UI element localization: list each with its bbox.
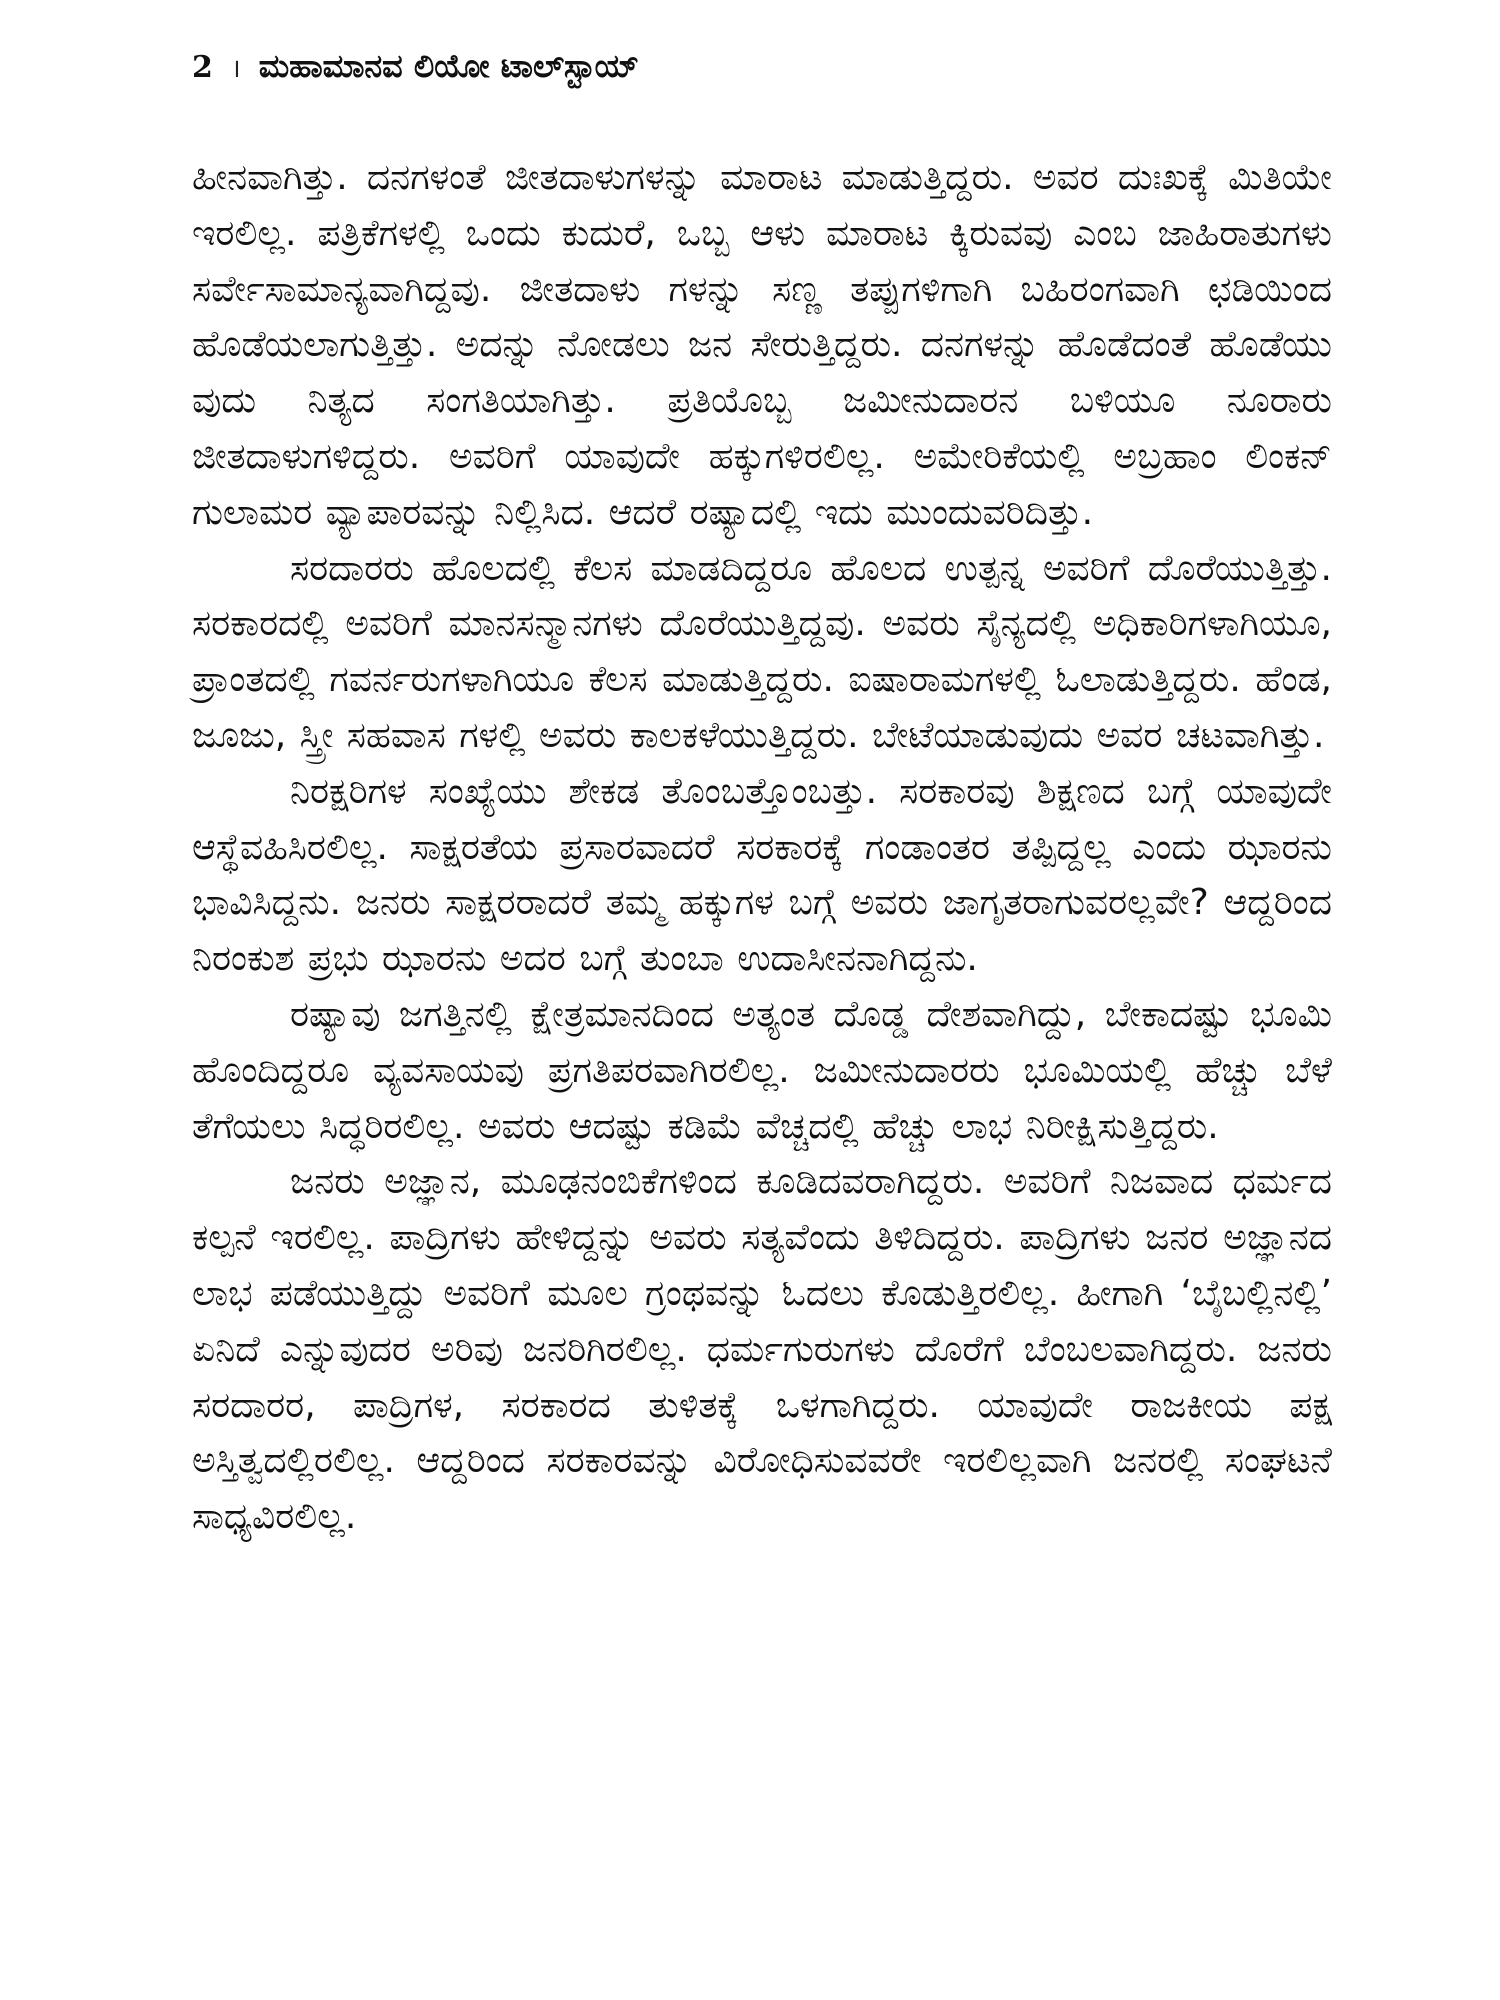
- paragraph-2: ಸರದಾರರು ಹೊಲದಲ್ಲಿ ಕೆಲಸ ಮಾಡದಿದ್ದರೂ ಹೊಲದ ಉತ್ಪನ್ನ ಅವರಿಗೆ ದೊರೆಯುತ್ತಿತ್ತು. ಸರಕಾರದಲ್ಲಿ ಅವರಿಗೆ ಮಾನಸನ್ಮಾನಗಳು ದೊರೆಯುತ್ತಿದ್ದವು. ಅವರು ಸೈನ್ಯದಲ್ಲಿ ಅಧಿಕಾರಿಗಳಾಗಿಯೂ, ಪ್ರಾಂತದಲ್ಲಿ ಗವರ್ನರುಗಳಾಗಿಯೂ ಕೆಲಸ ಮಾಡುತ್ತಿದ್ದರು. ಐಷಾರಾಮಗಳಲ್ಲಿ ಓಲಾಡುತ್ತಿದ್ದರು. ಹೆಂಡ, ಜೂಜು, ಸ್ತ್ರೀ ಸಹವಾಸ ಗಳಲ್ಲಿ ಅವರು ಕಾಲಕಳೆಯುತ್ತಿದ್ದರು. ಬೇಟೆಯಾಡುವುದು ಅವರ ಚಟವಾಗಿತ್ತು.: [192, 547, 1332, 756]
- book-title: ಮಹಾಮಾನವ ಲಿಯೋ ಟಾಲ್‌ಸ್ಟಾಯ್: [258, 47, 640, 85]
- paragraph-5: ಜನರು ಅಜ್ಞಾನ, ಮೂಢನಂಬಿಕೆಗಳಿಂದ ಕೂಡಿದವರಾಗಿದ್ದರು. ಅವರಿಗೆ ನಿಜವಾದ ಧರ್ಮದ ಕಲ್ಪನೆ ಇರಲಿಲ್ಲ. ಪಾದ್ರಿಗಳು ಹೇಳಿದ್ದನ್ನು ಅವರು ಸತ್ಯವೆಂದು ತಿಳಿದಿದ್ದರು. ಪಾದ್ರಿಗಳು ಜನರ ಅಜ್ಞಾನದ ಲಾಭ ಪಡೆಯುತ್ತಿದ್ದು ಅವರಿಗೆ ಮೂಲ ಗ್ರಂಥವನ್ನು ಓದಲು ಕೊಡುತ್ತಿರಲಿಲ್ಲ. ಹೀಗಾಗಿ ‘ಬೈಬಲ್ಲಿನಲ್ಲಿ’ ಏನಿದೆ ಎನ್ನುವುದರ ಅರಿವು ಜನರಿಗಿರಲಿಲ್ಲ. ಧರ್ಮಗುರುಗಳು ದೊರೆಗೆ ಬೆಂಬಲವಾಗಿದ್ದರು. ಜನರು ಸರದಾರರ, ಪಾದ್ರಿಗಳ, ಸರಕಾರದ ತುಳಿತಕ್ಕೆ ಒಳಗಾಗಿದ್ದರು. ಯಾವುದೇ ರಾಜಕೀಯ ಪಕ್ಷ ಅಸ್ತಿತ್ವದಲ್ಲಿರಲಿಲ್ಲ. ಆದ್ದರಿಂದ ಸರಕಾರವನ್ನು ವಿರೋಧಿಸುವವರೇ ಇರಲಿಲ್ಲವಾಗಿ ಜನರಲ್ಲಿ ಸಂಘಟನೆ ಸಾಧ್ಯವಿರಲಿಲ್ಲ.: [192, 1161, 1332, 1538]
- page-number: 2: [192, 50, 213, 85]
- paragraph-3: ನಿರಕ್ಷರಿಗಳ ಸಂಖ್ಯೆಯು ಶೇಕಡ ತೊಂಬತ್ತೊಂಬತ್ತು. ಸರಕಾರವು ಶಿಕ್ಷಣದ ಬಗ್ಗೆ ಯಾವುದೇ ಆಸ್ಥೆವಹಿಸಿರಲಿಲ್ಲ. ಸಾಕ್ಷರತೆಯ ಪ್ರಸಾರವಾದರೆ ಸರಕಾರಕ್ಕೆ ಗಂಡಾಂತರ ತಪ್ಪಿದ್ದಲ್ಲ ಎಂದು ಝಾರನು ಭಾವಿಸಿದ್ದನು. ಜನರು ಸಾಕ್ಷರರಾದರೆ ತಮ್ಮ ಹಕ್ಕುಗಳ ಬಗ್ಗೆ ಅವರು ಜಾಗೃತರಾಗುವರಲ್ಲವೇ? ಆದ್ದರಿಂದ ನಿರಂಕುಶ ಪ್ರಭು ಝಾರನು ಅದರ ಬಗ್ಗೆ ತುಂಬಾ ಉದಾಸೀನನಾಗಿದ್ದನು.: [192, 770, 1332, 980]
- page-body: [192, 150, 1332, 1545]
- paragraph-4: ರಷ್ಯಾವು ಜಗತ್ತಿನಲ್ಲಿ ಕ್ಷೇತ್ರಮಾನದಿಂದ ಅತ್ಯಂತ ದೊಡ್ಡ ದೇಶವಾಗಿದ್ದು, ಬೇಕಾದಷ್ಟು ಭೂಮಿ ಹೊಂದಿದ್ದರೂ ವ್ಯವಸಾಯವು ಪ್ರಗತಿಪರವಾಗಿರಲಿಲ್ಲ. ಜಮೀನುದಾರರು ಭೂಮಿಯಲ್ಲಿ ಹೆಚ್ಚು ಬೆಳೆ ತೆಗೆಯಲು ಸಿದ್ಧರಿರಲಿಲ್ಲ. ಅವರು ಆದಷ್ಟು ಕಡಿಮೆ ವೆಚ್ಚದಲ್ಲಿ ಹೆಚ್ಚು ಲಾಭ ನಿರೀಕ್ಷಿಸುತ್ತಿದ್ದರು.: [192, 993, 1332, 1147]
- running-header: [192, 46, 639, 89]
- header-separator: ।: [230, 54, 241, 84]
- paragraph-1: ಹೀನವಾಗಿತ್ತು. ದನಗಳಂತೆ ಜೀತದಾಳುಗಳನ್ನು ಮಾರಾಟ ಮಾಡುತ್ತಿದ್ದರು. ಅವರ ದುಃಖಕ್ಕೆ ಮಿತಿಯೇ ಇರಲಿಲ್ಲ. ಪತ್ರಿಕೆಗಳಲ್ಲಿ ಒಂದು ಕುದುರೆ, ಒಬ್ಬ ಆಳು ಮಾರಾಟ ಕ್ಕಿರುವವು ಎಂಬ ಜಾಹಿರಾತುಗಳು ಸರ್ವೇಸಾಮಾನ್ಯವಾಗಿದ್ದವು. ಜೀತದಾಳು ಗಳನ್ನು ಸಣ್ಣ ತಪ್ಪುಗಳಿಗಾಗಿ ಬಹಿರಂಗವಾಗಿ ಛಡಿಯಿಂದ ಹೊಡೆಯಲಾಗುತ್ತಿತ್ತು. ಅದನ್ನು ನೋಡಲು ಜನ ಸೇರುತ್ತಿದ್ದರು. ದನಗಳನ್ನು ಹೊಡೆದಂತೆ ಹೊಡೆಯು ವುದು ನಿತ್ಯದ ಸಂಗತಿಯಾಗಿತ್ತು. ಪ್ರತಿಯೊಬ್ಬ ಜಮೀನುದಾರನ ಬಳಿಯೂ ನೂರಾರು ಜೀತದಾಳುಗಳಿದ್ದರು. ಅವರಿಗೆ ಯಾವುದೇ ಹಕ್ಕುಗಳಿರಲಿಲ್ಲ. ಅಮೇರಿಕೆಯಲ್ಲಿ ಅಬ್ರಹಾಂ ಲಿಂಕನ್ ಗುಲಾಮರ ವ್ಯಾಪಾರವನ್ನು ನಿಲ್ಲಿಸಿದ. ಆದರೆ ರಷ್ಯಾದಲ್ಲಿ ಇದು ಮುಂದುವರಿದಿತ್ತು.: [192, 157, 1332, 533]
